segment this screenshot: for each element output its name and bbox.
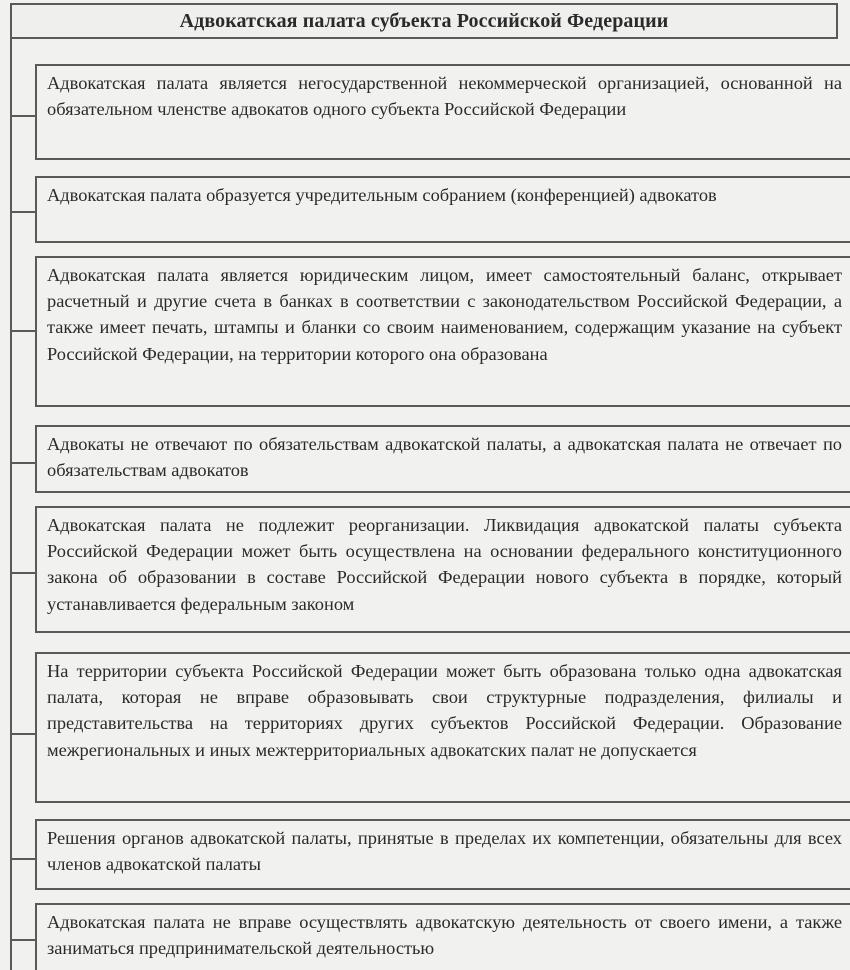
spine-line xyxy=(10,39,12,970)
connector-line xyxy=(10,733,35,735)
statement-box-8: Адвокатская палата не вправе осуществлять адвокатскую деятельность от своего имени, а также заниматься предпринимательской деятельностью xyxy=(35,903,850,970)
statement-box-6: На территории субъекта Российской Федерации может быть образована только одна адвокатская палата, которая не вправе образовывать свои структурные подразделения, филиалы и представительства на территориях других субъектов Российской Федерации. Образование межрегиональных и иных межтерриториальных адвокатских палат не допускается xyxy=(35,652,850,803)
connector-line xyxy=(10,939,35,941)
statement-box-7: Решения органов адвокатской палаты, принятые в пределах их компетенции, обязательны для всех членов адвокатской палаты xyxy=(35,819,850,890)
connector-line xyxy=(10,858,35,860)
connector-line xyxy=(10,211,35,213)
connector-line xyxy=(10,115,35,117)
statement-box-4: Адвокаты не отвечают по обязательствам адвокатской палаты, а адвокатская палата не отвечает по обязательствам адвокатов xyxy=(35,425,850,493)
connector-line xyxy=(10,572,35,574)
connector-line xyxy=(10,330,35,332)
statement-box-2: Адвокатская палата образуется учредительным собранием (конференцией) адвокатов xyxy=(35,176,850,243)
diagram-title: Адвокатская палата субъекта Российской Федерации xyxy=(10,3,838,39)
statement-box-5: Адвокатская палата не подлежит реорганизации. Ликвидация адвокатской палаты субъекта Российской Федерации может быть осуществлена на основании федерального конституционного закона об образовании в составе Российской Федерации нового субъекта в порядке, который устанавливается федеральным законом xyxy=(35,506,850,633)
statement-box-1: Адвокатская палата является негосударственной некоммерческой организацией, основанной на обязательном членстве адвокатов одного субъекта Российской Федерации xyxy=(35,64,850,160)
connector-line xyxy=(10,462,35,464)
statement-box-3: Адвокатская палата является юридическим лицом, имеет самостоятельный баланс, открывает расчетный и другие счета в банках в соответствии с законодательством Российской Федерации, а также имеет печать, штампы и бланки со своим наименованием, содержащим указание на субъект Российской Федерации, на территории которого она образована xyxy=(35,256,850,407)
